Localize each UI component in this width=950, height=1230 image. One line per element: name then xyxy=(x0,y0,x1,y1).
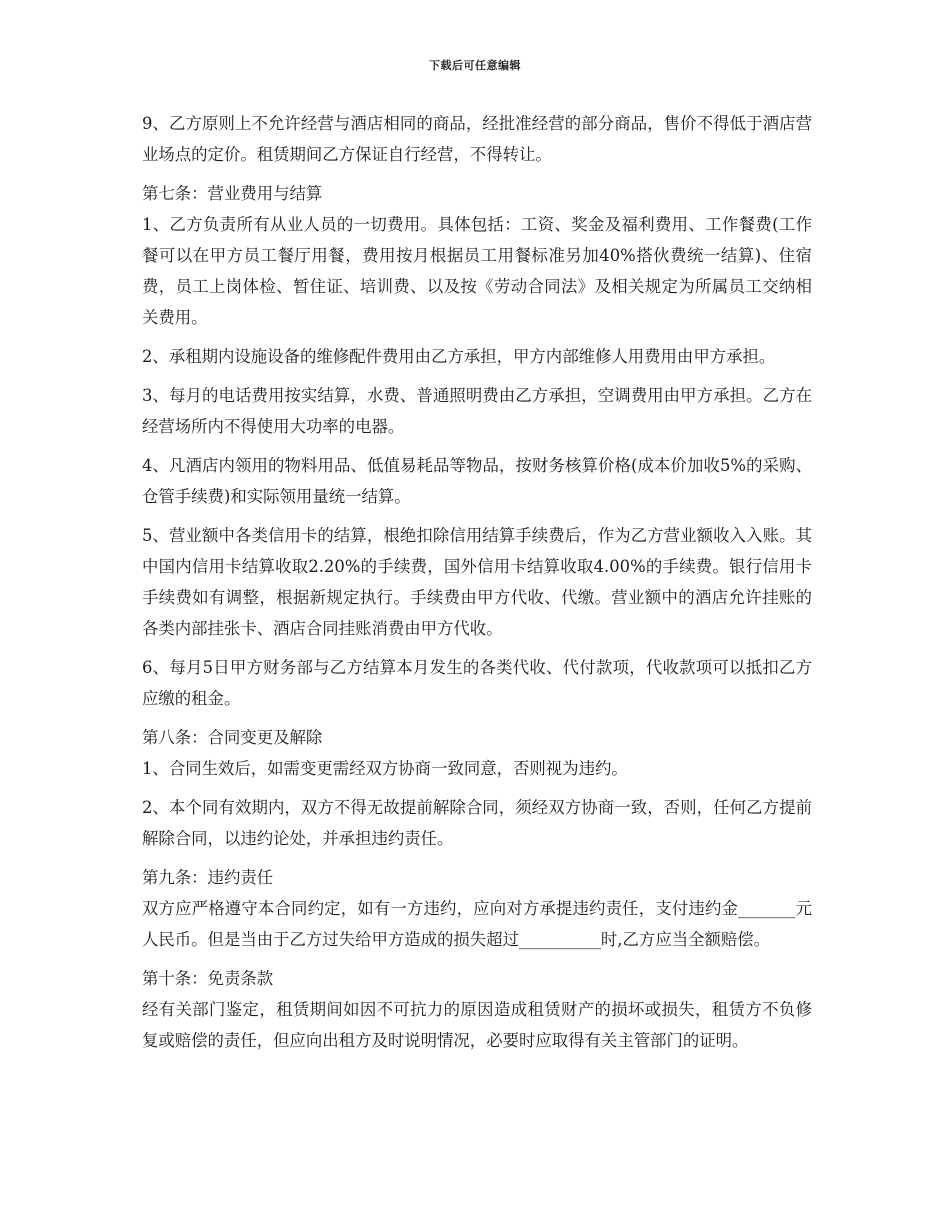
section-heading-article-8: 第八条：合同变更及解除 xyxy=(142,728,323,747)
paragraph-article-7-item-5: 5、营业额中各类信用卡的结算，根绝扣除信用结算手续费后，作为乙方营业额收入入账。其中国内信用卡结算收取2.20%的手续费，国外信用卡结算收取4.00%的手续费。银行信用卡手续费如有调整，根据新规定执行。手续费由甲方代收、代缴。营业额中的酒店允许挂账的各类内部挂张卡、酒店合同挂账消费由甲方代收。 xyxy=(142,526,812,638)
paragraph-article-10-body: 经有关部门鉴定，租赁期间如因不可抗力的原因造成租赁财产的损坏或损失，租赁方不负修复或赔偿的责任，但应向出租方及时说明情况，必要时应取得有关主管部门的证明。 xyxy=(142,1000,812,1050)
paragraph-article-8-item-2: 2、本个同有效期内，双方不得无故提前解除合同，须经双方协商一致，否则，任何乙方提前解除合同，以违约论处，并承担违约责任。 xyxy=(142,798,812,848)
section-heading-article-10: 第十条：免责条款 xyxy=(142,969,274,988)
paragraph-article-8-item-1: 1、合同生效后，如需变更需经双方协商一致同意，否则视为违约。 xyxy=(142,759,628,778)
paragraph-article-7-item-1: 1、乙方负责所有从业人员的一切费用。具体包括：工资、奖金及福利费用、工作餐费(工作餐可以在甲方员工餐厅用餐，费用按月根据员工用餐标准另加40%搭伙费统一结算)、住宿费，员工上岗体检、暂住证、培训费、以及按《劳动合同法》及相关规定为所属员工交纳相关费用。 xyxy=(142,215,812,327)
document-body xyxy=(142,108,812,1056)
header-note: 下载后可任意编辑 xyxy=(429,59,521,72)
paragraph-article-7-item-4: 4、凡酒店内领用的物料用品、低值易耗品等物品，按财务核算价格(成本价加收5%的采购、仓管手续费)和实际领用量统一结算。 xyxy=(142,456,812,506)
paragraph-article-7-item-2: 2、承租期内设施设备的维修配件费用由乙方承担，甲方内部维修人用费用由甲方承担。 xyxy=(142,347,776,366)
section-heading-article-9: 第九条：违约责任 xyxy=(142,868,274,887)
section-heading-article-7: 第七条：营业费用与结算 xyxy=(142,184,323,203)
paragraph-article-7-item-6: 6、每月5日甲方财务部与乙方结算本月发生的各类代收、代付款项，代收款项可以抵扣乙方应缴的租金。 xyxy=(142,658,812,708)
paragraph-article-9-body: 双方应严格遵守本合同约定，如有一方违约，应向对方承提违约责任，支付违约金_______元人民币。但是当由于乙方过失给甲方造成的损失超过__________时,乙方应当全额赔偿。 xyxy=(142,899,812,949)
paragraph-article-7-item-3: 3、每月的电话费用按实结算，水费、普通照明费由乙方承担，空调费用由甲方承担。乙方在经营场所内不得使用大功率的电器。 xyxy=(142,386,812,436)
paragraph-clause-9: 9、乙方原则上不允许经营与酒店相同的商品，经批准经营的部分商品，售价不得低于酒店营业场点的定价。租赁期间乙方保证自行经营，不得转让。 xyxy=(142,114,812,164)
